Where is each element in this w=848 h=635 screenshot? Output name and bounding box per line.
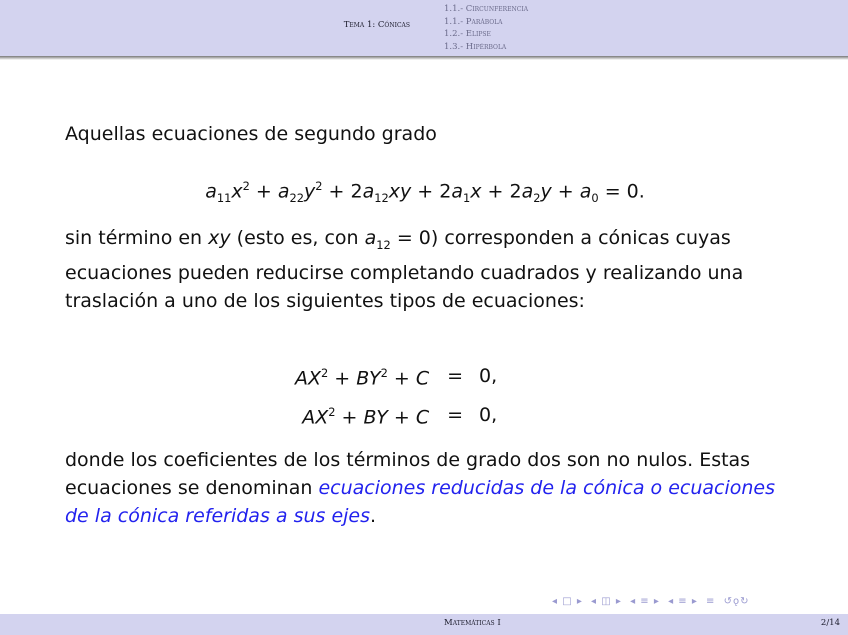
header-divider <box>0 56 848 60</box>
section-link[interactable]: 1.1.- Parábola <box>444 16 503 27</box>
text-span: ) corresponden a cónicas cuyas ecuaciones pueden reducirse completando cuadrados y realizando una traslación a uno de los siguientes tipos de ecuaciones: <box>65 227 744 312</box>
reduced-equations <box>295 356 497 435</box>
footer-title: Matemáticas I <box>444 618 501 628</box>
section-link[interactable]: 1.2.- Elipse <box>444 29 491 39</box>
section-link[interactable]: 1.1.- Circunferencia <box>444 4 529 14</box>
footer-bar <box>0 614 848 635</box>
slide-content <box>65 120 795 527</box>
subsection-icon[interactable]: ◂ ≡ ▸ <box>668 596 698 607</box>
frame-icon[interactable]: ◂ ◫ ▸ <box>591 596 622 607</box>
paragraph-definition <box>65 446 795 530</box>
header-bar <box>0 0 848 56</box>
math-a12-zero: $a_{12} = 0$ <box>364 227 431 252</box>
general-equation: $a_{11}x^2 + a_{22}y^2 + 2a_{12}xy + 2a_1x + 2a_2y + a_0 = 0$. <box>205 179 645 206</box>
search-icon[interactable]: ↺ǫ↻ <box>723 596 750 607</box>
header-section-list <box>444 3 644 53</box>
math-xy: xy <box>208 227 231 249</box>
equation-row: $AX^2$ + BY + C = 0, <box>302 403 498 429</box>
equation-row: $AX^2 + BY^2 + C$ = 0, <box>295 364 498 390</box>
paragraph-reduction <box>65 224 795 315</box>
page-number: 2/14 <box>820 618 840 628</box>
text-span: donde los coeficientes de los términos de grado dos son no nulos. Estas ecuaciones se denominan <box>65 449 751 499</box>
text-span: (esto es, con <box>230 227 365 249</box>
align-icon[interactable]: ≡ <box>706 596 716 607</box>
section-link[interactable]: 1.3.- Hipérbola <box>444 41 507 52</box>
section-icon[interactable]: ◂ ≡ ▸ <box>630 596 660 607</box>
beamer-navigation <box>552 596 754 607</box>
header-title[interactable]: Tema 1: Cónicas <box>343 20 410 30</box>
emphasized-definition: ecuaciones reducidas de la cónica o ecuaciones de la cónica referidas a sus ejes <box>65 477 776 527</box>
frame-left-icon[interactable]: ◂ □ ▸ <box>552 596 583 607</box>
text-span: sin término en <box>65 227 209 249</box>
intro-text: Aquellas ecuaciones de segundo grado <box>65 123 437 145</box>
text-span: . <box>370 505 377 527</box>
